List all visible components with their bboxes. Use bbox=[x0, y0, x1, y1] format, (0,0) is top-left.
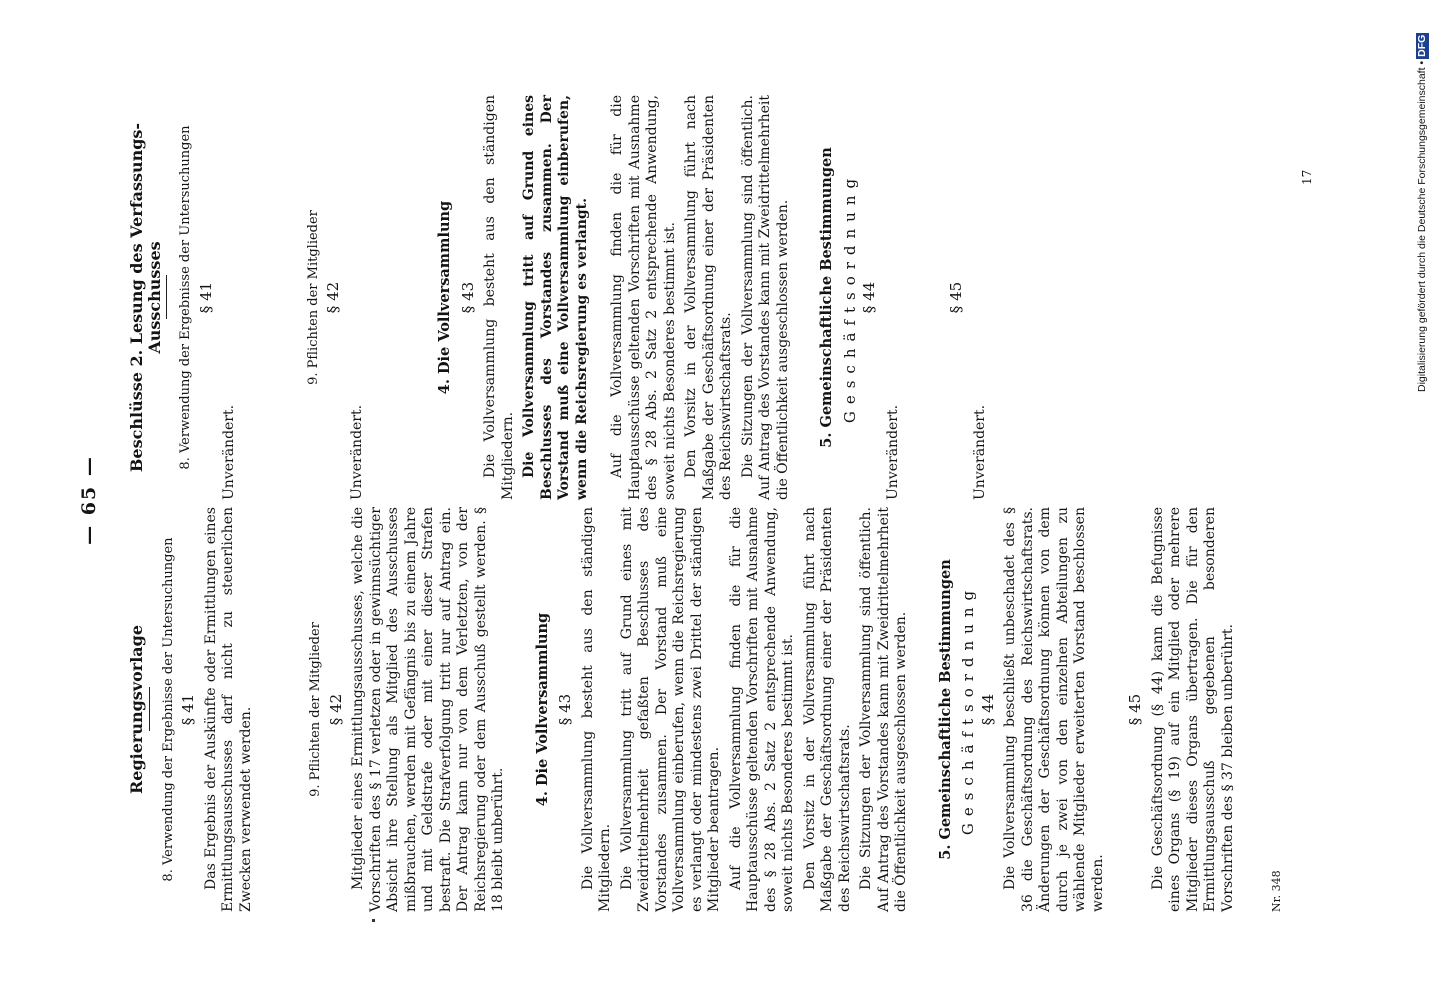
paragraph-text: Die Vollversammlung besteht aus den ständigen Mitgliedern. bbox=[579, 507, 613, 912]
column-title: Regierungsvorlage bbox=[127, 624, 146, 795]
paragraph-text: Die Vollversammlung tritt auf Grund eines mit Zweidrittelmehrheit gefaßten Beschlusses des Vorstandes zusammen. Der Vorstand muß eine Vollversammlung einberufen, wenn die Reichsregierung es verlangt oder mindestens zwei Drittel der ständigen Mitglieder beantragen. bbox=[618, 507, 722, 912]
paragraph-number: § 42 bbox=[324, 281, 342, 314]
paragraph-text: Den Vorsitz in der Vollversammlung führt nach Maßgabe der Geschäftsordnung einer der Präsidenten des Reichswirtschaftsrats. bbox=[683, 95, 734, 500]
paragraph-text: Mitglieder eines Ermittlungsausschusses, welche die Vorschriften des § 17 verletzen oder in gewinnsüchtiger Absicht ihre Stellung als Mitglied des Ausschusses mißbrauchen, werden mit Gefängnis bis zu einem Jahre und mit Geldstrafe oder mit einer dieser Strafen bestraft. Die Strafverfolgung tritt nur auf Antrag ein. Der Antrag kann nur von dem Verletzten, von der Reichsregierung oder dem Ausschuß gestellt werden. § 18 bleibt unberührt. bbox=[350, 507, 506, 912]
section-heading: 5. Gemeinschaftliche Bestimmungen bbox=[936, 559, 954, 860]
paragraph-text: Die Geschäftsordnung (§ 44) kann die Befugnisse eines Organs (§ 19) auf ein Mitglied oder mehrere Mitglieder dieses Organs übertragen. Die für den Ermittlungsausschuß gegebenen besonderen Vorschriften des § 37 bleiben unberührt. bbox=[1149, 507, 1236, 912]
paragraph-text: Die Vollversammlung besteht aus den ständigen Mitgliedern. bbox=[482, 95, 516, 500]
section-heading: 5. Gemeinschaftliche Bestimmungen bbox=[818, 147, 835, 448]
paragraph-number: § 45 bbox=[1126, 693, 1144, 726]
section-heading: 8. Verwendung der Ergebnisse der Untersuchungen bbox=[160, 537, 176, 882]
paragraph-text: Den Vorsitz in der Vollversammlung führt nach Maßgabe der Geschäftsordnung einer der Präsidenten des Reichswirtschaftsrats. bbox=[801, 507, 853, 912]
column-title: Beschlüsse 2. Lesung des Verfassungs-Ausschusses bbox=[127, 122, 164, 473]
section-heading: 8. Verwendung der Ergebnisse der Untersuchungen bbox=[178, 125, 193, 470]
paragraph-number: § 43 bbox=[458, 281, 477, 314]
paragraph-text: Unverändert. bbox=[348, 404, 365, 500]
paragraph-text: Unverändert. bbox=[884, 404, 901, 500]
paragraph-number: § 42 bbox=[326, 693, 345, 726]
paragraph-number: § 43 bbox=[556, 693, 574, 726]
sheet-number: 17 bbox=[1300, 169, 1314, 185]
section-heading: 9. Pflichten der Mitglieder bbox=[308, 622, 323, 797]
paragraph-text: Unverändert. bbox=[221, 404, 237, 500]
title-rule bbox=[149, 688, 150, 732]
paragraph-number: § 44 bbox=[978, 693, 997, 726]
subsection-heading: Geschäftsordnung bbox=[959, 583, 977, 836]
paragraph-text-changed: Die Vollversammlung tritt auf Grund eines Beschlusses des Vorstandes zusammen. Der Vorstand muß eine Vollversammlung einberufen, wenn die Reichsregierung es verlangt. bbox=[521, 95, 590, 500]
column-government-draft bbox=[128, 507, 1308, 912]
credit-text: Digitalisierung gefördert durch die Deutsche Forschungsgemeinschaft • bbox=[1416, 60, 1428, 392]
page-number: — 65 — bbox=[78, 455, 100, 545]
paragraph-text: Das Ergebnis der Auskünfte oder Ermittlungen eines Ermittlungsausschusses darf nicht zu steuerlichen Zwecken verwendet werden. bbox=[202, 507, 254, 912]
title-rule bbox=[166, 276, 167, 320]
subsection-heading: Geschäftsordnung bbox=[840, 171, 859, 424]
paragraph-number: § 44 bbox=[860, 281, 878, 314]
paragraph-text: Auf die Vollversammlung finden die für die Hauptausschüsse geltenden Vorschriften mit Ausnahme des § 28 Abs. 2 Satz 2 entsprechende Anwendung, soweit nichts Besonderes bestimmt ist. bbox=[609, 95, 678, 500]
paragraph-text: Die Sitzungen der Vollversammlung sind öffentlich. Auf Antrag des Vorstandes kann mit Zweidrittelmehrheit die Öffentlichkeit ausgeschlossen werden. bbox=[739, 95, 791, 500]
margin-mark bbox=[372, 919, 375, 922]
section-heading: 4. Die Vollversammlung bbox=[436, 200, 453, 395]
print-number: Nr. 348 bbox=[1270, 870, 1283, 912]
paragraph-text: Unverändert. bbox=[971, 404, 988, 500]
paragraph-text: Auf die Vollversammlung finden die für die Hauptausschüsse geltenden Vorschriften mit Ausnahme des § 28 Abs. 2 Satz 2 entsprechende Anwendung, soweit nichts Besonderes bestimmt ist. bbox=[727, 507, 796, 912]
paragraph-text: Die Sitzungen der Vollversammlung sind öffentlich. Auf Antrag des Vorstandes kann mit Zweidrittelmehrheit die Öffentlichkeit ausgeschlossen werden. bbox=[858, 507, 909, 912]
paragraph-number: § 45 bbox=[947, 281, 965, 314]
column-committee-resolutions bbox=[128, 95, 1308, 500]
section-heading: 9. Pflichten der Mitglieder bbox=[305, 210, 321, 385]
section-heading: 4. Die Vollversammlung bbox=[533, 612, 551, 807]
digitization-credit bbox=[1411, 10, 1433, 392]
paragraph-number: § 41 bbox=[179, 693, 197, 726]
paragraph-text: Die Vollversammlung beschließt unbeschadet des § 36 die Geschäftsordnung des Reichswirtschaftsrats. Änderungen der Geschäftsordnung können von dem durch je zwei von den einzelnen Abteilungen zu wählende Mitglieder erweiterten Vorstand beschlossen werden. bbox=[1002, 507, 1106, 912]
paragraph-number: § 41 bbox=[196, 281, 215, 314]
dfg-logo: DFG bbox=[1416, 34, 1428, 57]
